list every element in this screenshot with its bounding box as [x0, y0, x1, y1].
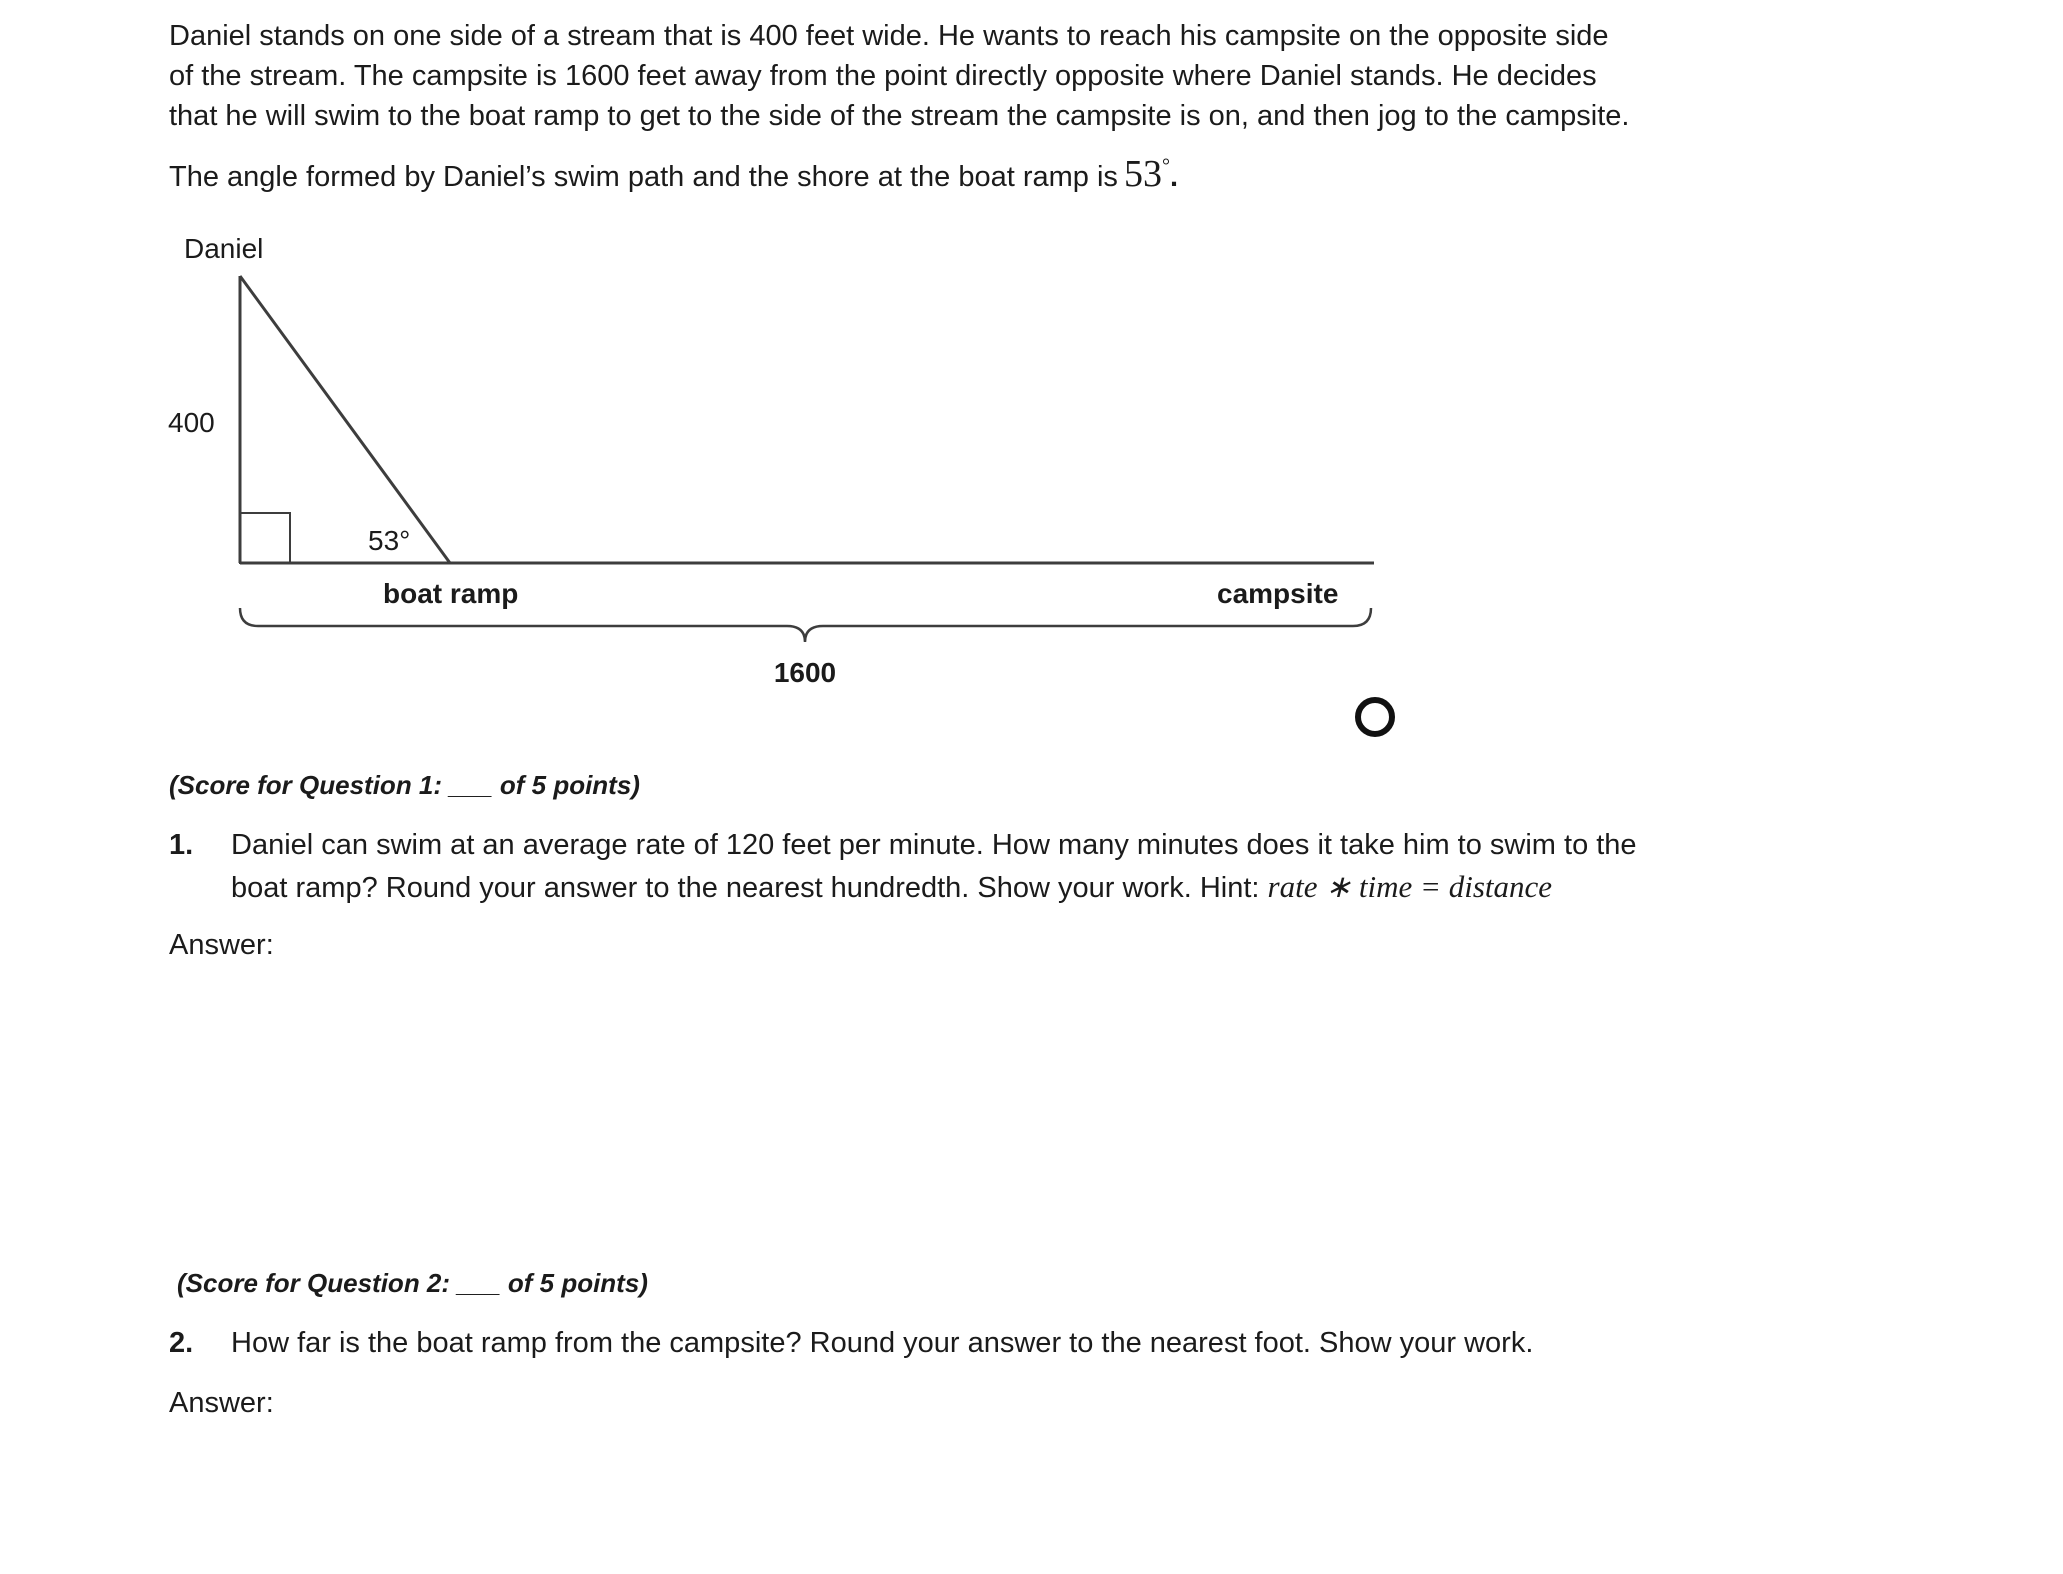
question-2-line-1: How far is the boat ramp from the campsite? Round your answer to the nearest foot. Show your work. — [231, 1327, 1534, 1359]
daniel-label: Daniel — [184, 233, 264, 264]
question-1-line-1: Daniel can swim at an average rate of 120 feet per minute. How many minutes does it take him to swim to the — [231, 829, 1637, 861]
angle-sentence-text: The angle formed by Daniel’s swim path and the shore at the boat ramp is — [169, 161, 1118, 193]
question-2 — [169, 1323, 1946, 1364]
question-1-number: 1. — [169, 829, 194, 861]
angle-sentence — [169, 146, 1629, 197]
stream-width-label: 400 — [168, 407, 215, 438]
score-line-q2: (Score for Question 2: ___ of 5 points) — [177, 1268, 648, 1298]
angle-period: . — [1169, 161, 1178, 193]
distance-brace — [240, 608, 1371, 642]
problem-text-line-1: Daniel stands on one side of a stream that is 400 feet wide. He wants to reach his campsite on the opposite side — [169, 20, 1609, 52]
distance-label: 1600 — [773, 657, 837, 688]
angle-number: 53 — [1123, 153, 1162, 195]
question-1 — [169, 825, 1946, 909]
problem-text-line-2: of the stream. The campsite is 1600 feet away from the point directly opposite where Daniel stands. He decides — [169, 60, 1597, 92]
right-angle-marker — [240, 513, 290, 563]
question-1-line-2-text: boat ramp? Round your answer to the nearest hundredth. Show your work. Hint: — [231, 872, 1268, 904]
radio-button[interactable] — [1355, 697, 1395, 737]
hint-formula: rate ∗ time = distance — [1267, 869, 1553, 904]
answer-label-q2: Answer: — [169, 1387, 274, 1419]
problem-statement — [169, 16, 1629, 197]
question-1-text — [231, 825, 1946, 909]
boat-ramp-label: boat ramp — [383, 578, 519, 609]
answer-label-q1: Answer: — [169, 929, 274, 961]
question-2-text — [231, 1323, 1946, 1364]
question-2-number: 2. — [169, 1327, 194, 1359]
degree-symbol: ° — [1161, 155, 1170, 177]
swim-path-hypotenuse — [240, 276, 450, 563]
triangle-diagram — [160, 230, 1460, 750]
score-line-q1: (Score for Question 1: ___ of 5 points) — [169, 770, 640, 800]
angle-label: 53° — [368, 525, 411, 556]
problem-text-line-3: that he will swim to the boat ramp to get to the side of the stream the campsite is on, and then jog to the campsite. — [169, 100, 1630, 132]
campsite-label: campsite — [1217, 578, 1339, 609]
question-1-line-2 — [231, 866, 1946, 909]
angle-value — [1124, 146, 1170, 194]
